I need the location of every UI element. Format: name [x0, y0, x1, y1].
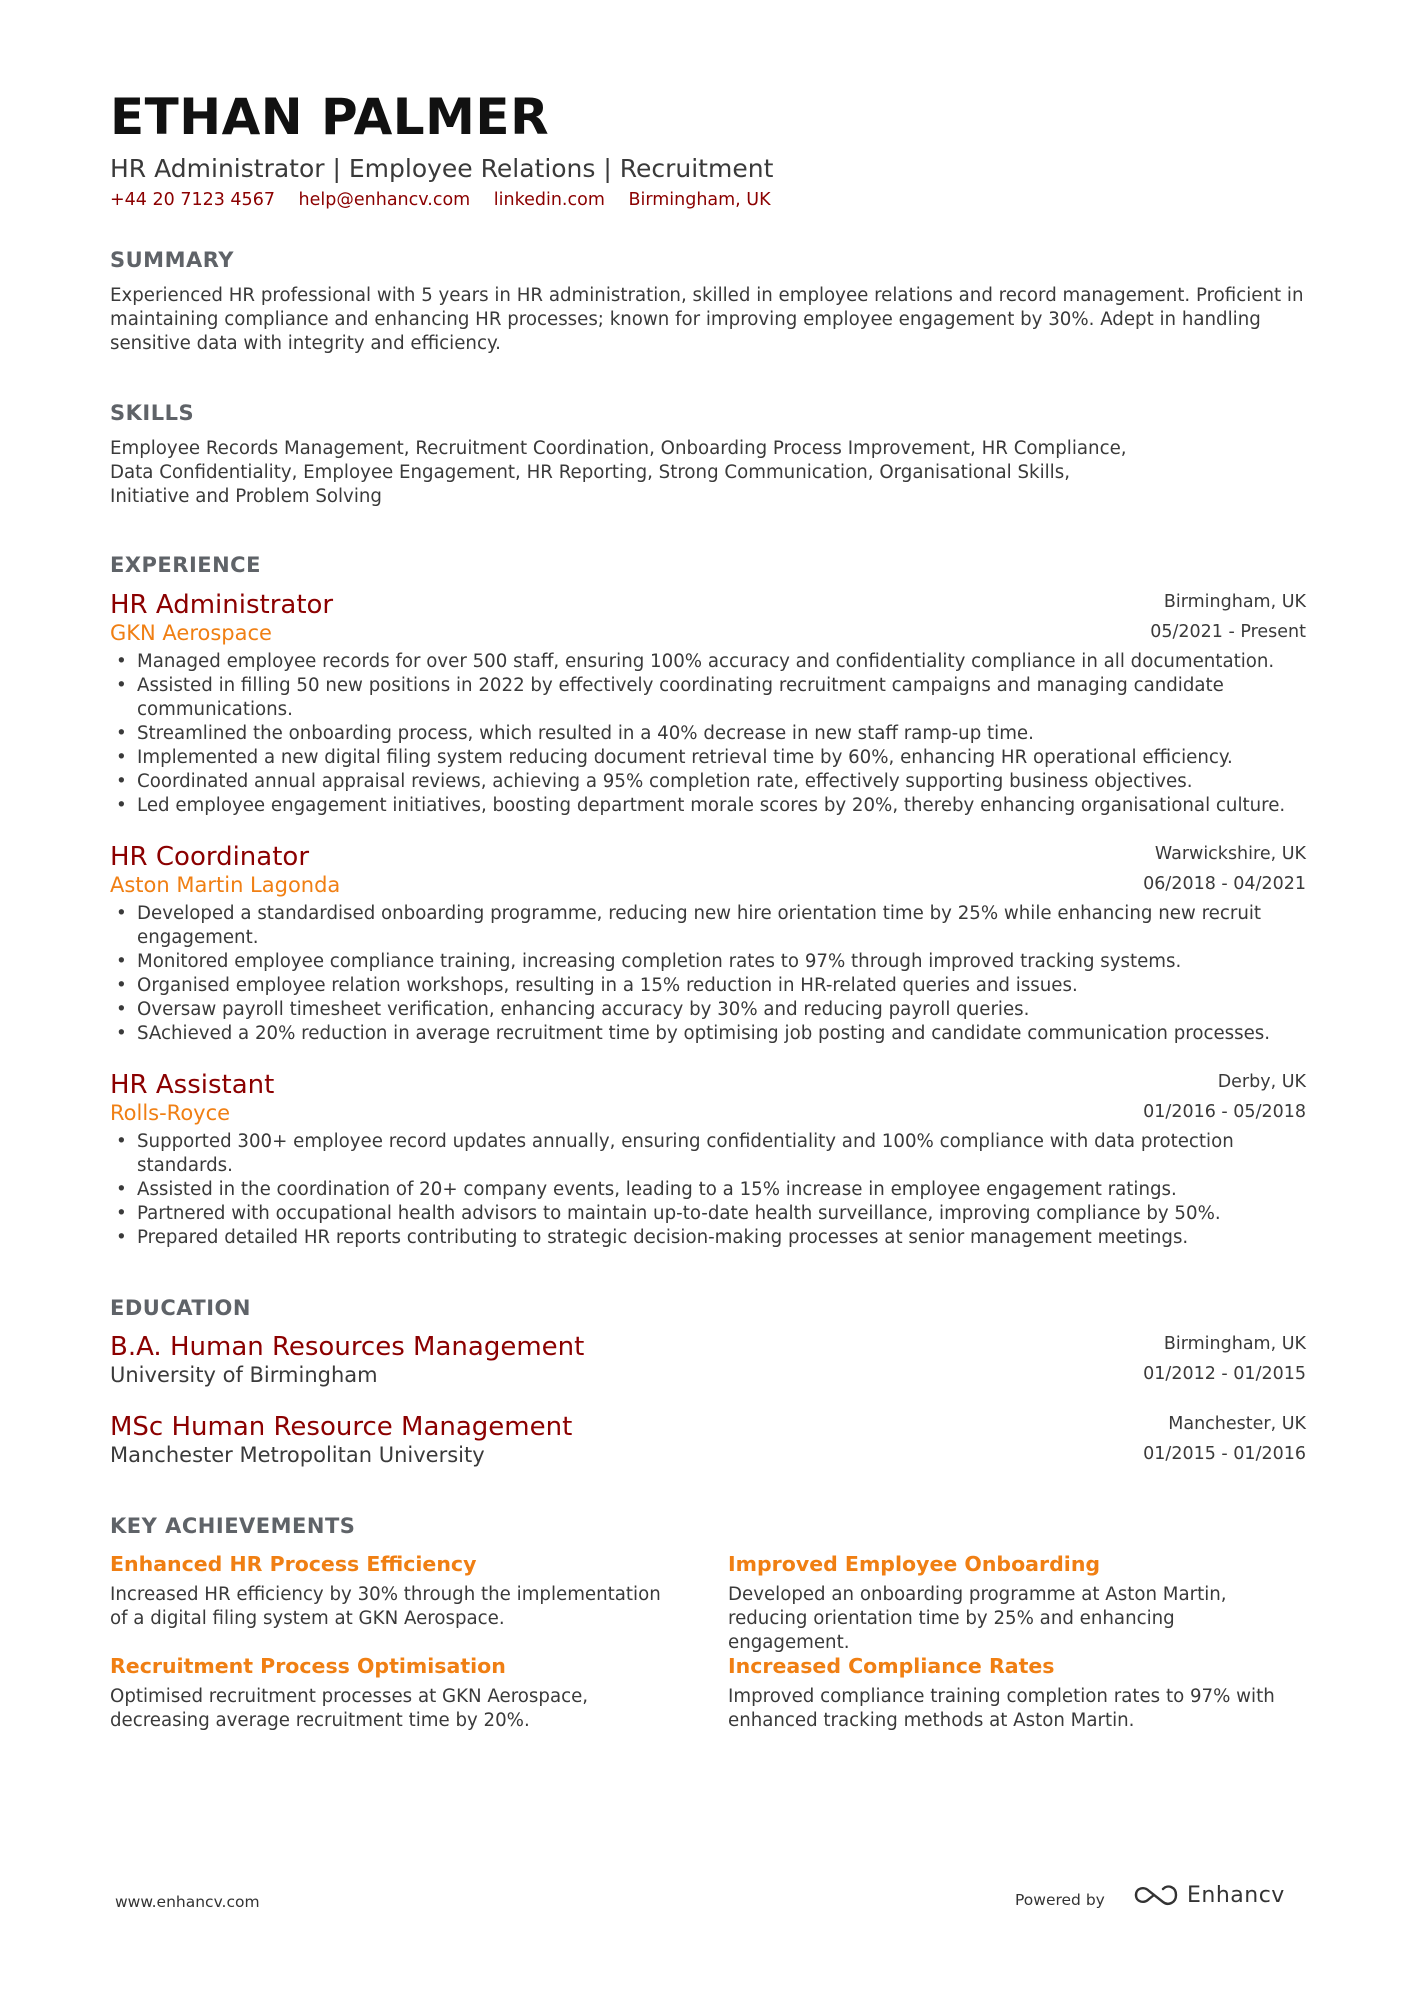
- job-bullet: • Implemented a new digital filing system reducing document retrieval time by 60%, enhancing HR operational efficiency.: [110, 746, 1306, 770]
- achievement-title: Increased Compliance Rates: [728, 1654, 1055, 1678]
- job-title: HR Assistant: [110, 1070, 275, 1100]
- job-bullet: • Prepared detailed HR reports contributing to strategic decision-making processes at senior management meetings.: [110, 1226, 1306, 1250]
- achievement-item: [728, 1656, 1298, 1733]
- company-name: GKN Aerospace: [110, 621, 272, 645]
- skills-list: [110, 437, 1306, 509]
- job-bullet: • Oversaw payroll timesheet verification, enhancing accuracy by 30% and reducing payroll queries.: [110, 998, 1306, 1022]
- achievement-desc: Improved compliance training completion rates to 97% with enhanced tracking methods at Aston Martin.: [728, 1685, 1275, 1731]
- school-dates: 01/2015 - 01/2016: [1143, 1444, 1306, 1464]
- job-bullet: • Developed a standardised onboarding programme, reducing new hire orientation time by 25% while enhancing new recruit engagement.: [110, 902, 1306, 950]
- contact-email[interactable]: help@enhancv.com: [298, 190, 471, 210]
- achievement-desc: Increased HR efficiency by 30% through the implementation of a digital filing system at GKN Aerospace.: [110, 1583, 661, 1629]
- job-dates: 06/2018 - 04/2021: [1143, 874, 1306, 894]
- enhancv-logo-icon: [1133, 1882, 1179, 1908]
- achievement-title: Enhanced HR Process Efficiency: [110, 1552, 477, 1576]
- degree-title: MSc Human Resource Management: [110, 1412, 573, 1442]
- summary-heading: SUMMARY: [110, 248, 234, 272]
- contact-line: [110, 190, 789, 210]
- job-bullet: • Led employee engagement initiatives, boosting department morale scores by 20%, thereby enhancing organisational culture.: [110, 794, 1306, 818]
- job-bullets: [110, 902, 1306, 1046]
- company-name: Rolls-Royce: [110, 1101, 231, 1125]
- skills-line: Employee Records Management, Recruitment Coordination, Onboarding Process Improvement, HR Compliance,: [110, 438, 1127, 459]
- job-bullets: [110, 650, 1306, 818]
- school-location: Manchester, UK: [1168, 1414, 1306, 1434]
- enhancv-logo[interactable]: [1133, 1882, 1285, 1908]
- job-dates: 05/2021 - Present: [1150, 622, 1306, 642]
- job-bullet: • Monitored employee compliance training, increasing completion rates to 97% through improved tracking systems.: [110, 950, 1306, 974]
- achievement-desc: Developed an onboarding programme at Aston Martin, reducing orientation time by 25% and enhancing engagement.: [728, 1583, 1227, 1653]
- job-bullet: • Organised employee relation workshops, resulting in a 15% reduction in HR-related queries and issues.: [110, 974, 1306, 998]
- experience-heading: EXPERIENCE: [110, 553, 261, 577]
- job-dates: 01/2016 - 05/2018: [1143, 1102, 1306, 1122]
- job-title: HR Administrator: [110, 590, 334, 620]
- job-bullet: • Partnered with occupational health advisors to maintain up-to-date health surveillance, improving compliance by 50%.: [110, 1202, 1306, 1226]
- education-heading: EDUCATION: [110, 1296, 251, 1320]
- school-dates: 01/2012 - 01/2015: [1143, 1364, 1306, 1384]
- skills-line: Data Confidentiality, Employee Engagement, HR Reporting, Strong Communication, Organisational Skills,: [110, 462, 1070, 483]
- school-name: University of Birmingham: [110, 1363, 378, 1387]
- achievements-heading: KEY ACHIEVEMENTS: [110, 1514, 356, 1538]
- candidate-name: ETHAN PALMER: [110, 88, 550, 146]
- job-location: Derby, UK: [1217, 1072, 1306, 1092]
- job-bullet: • SAchieved a 20% reduction in average recruitment time by optimising job posting and candidate communication processes.: [110, 1022, 1306, 1046]
- job-bullet: • Coordinated annual appraisal reviews, achieving a 95% completion rate, effectively supporting business objectives.: [110, 770, 1306, 794]
- job-location: Warwickshire, UK: [1154, 844, 1306, 864]
- achievement-item: [110, 1554, 680, 1631]
- contact-location: Birmingham, UK: [628, 190, 771, 210]
- candidate-headline: HR Administrator | Employee Relations | Recruitment: [110, 154, 774, 183]
- skills-heading: SKILLS: [110, 401, 195, 425]
- achievement-title: Recruitment Process Optimisation: [110, 1654, 506, 1678]
- achievement-item: [110, 1656, 680, 1733]
- company-name: Aston Martin Lagonda: [110, 873, 341, 897]
- school-location: Birmingham, UK: [1163, 1334, 1306, 1354]
- job-bullets: [110, 1130, 1306, 1250]
- school-name: Manchester Metropolitan University: [110, 1443, 485, 1467]
- job-bullet: • Assisted in filling 50 new positions in 2022 by effectively coordinating recruitment campaigns and managing candidate communications.: [110, 674, 1306, 722]
- job-title: HR Coordinator: [110, 842, 310, 872]
- summary-text: Experienced HR professional with 5 years in HR administration, skilled in employee relations and record management. Proficient in maintaining compliance and enhancing HR processes; known for improving employee engagement by 30%. Adept in handling sensitive data with integrity and efficiency.: [110, 285, 1304, 354]
- job-bullet: • Managed employee records for over 500 staff, ensuring 100% accuracy and confidentiality compliance in all documentation.: [110, 650, 1306, 674]
- footer-url[interactable]: www.enhancv.com: [115, 1893, 260, 1911]
- job-location: Birmingham, UK: [1163, 592, 1306, 612]
- skills-line: Initiative and Problem Solving: [110, 486, 382, 507]
- achievement-desc: Optimised recruitment processes at GKN Aerospace, decreasing average recruitment time by 20%.: [110, 1685, 589, 1731]
- achievement-title: Improved Employee Onboarding: [728, 1552, 1101, 1576]
- enhancv-brand-name: Enhancv: [1187, 1882, 1285, 1908]
- job-bullet: • Supported 300+ employee record updates annually, ensuring confidentiality and 100% compliance with data protection standards.: [110, 1130, 1306, 1178]
- contact-phone[interactable]: +44 20 7123 4567: [110, 190, 275, 210]
- powered-by-label: Powered by: [1015, 1891, 1105, 1909]
- job-bullet: • Streamlined the onboarding process, which resulted in a 40% decrease in new staff ramp-up time.: [110, 722, 1306, 746]
- achievement-item: [728, 1554, 1298, 1655]
- job-bullet: • Assisted in the coordination of 20+ company events, leading to a 15% increase in employee engagement ratings.: [110, 1178, 1306, 1202]
- degree-title: B.A. Human Resources Management: [110, 1332, 585, 1362]
- contact-linkedin[interactable]: linkedin.com: [493, 190, 605, 210]
